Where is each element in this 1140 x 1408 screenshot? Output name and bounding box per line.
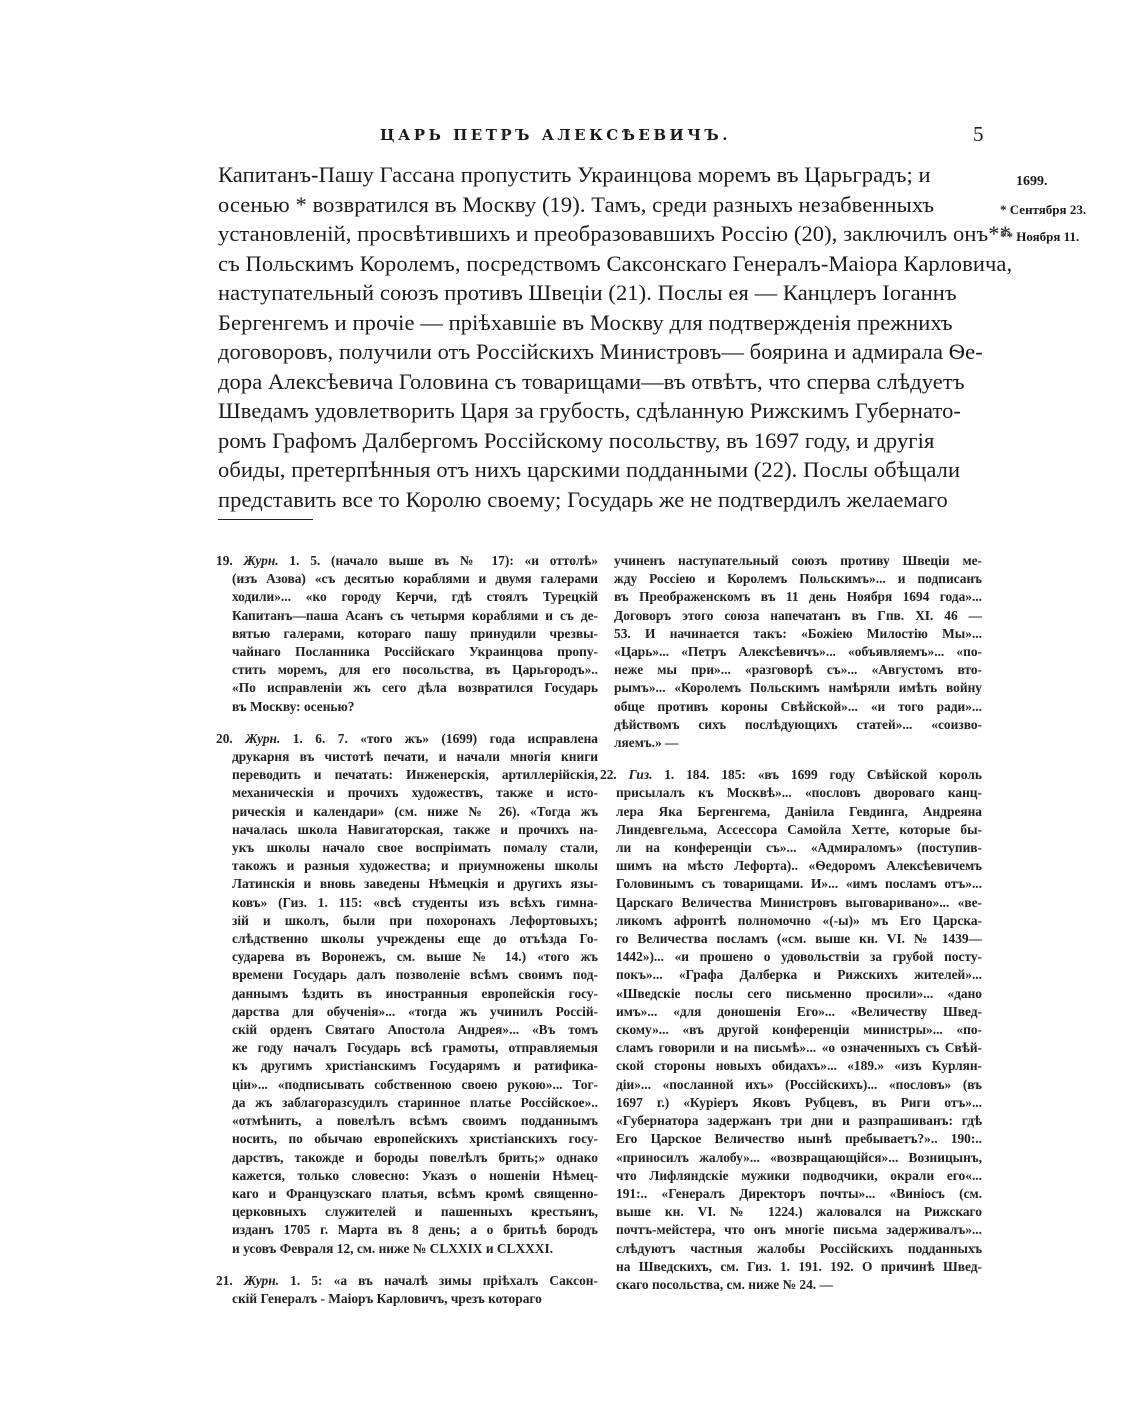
footnote-line bbox=[600, 570, 982, 588]
main-text-line: наступательный союзъ противъ Швеціи (21). Послы ея — Канцлеръ Іоганнъ bbox=[218, 280, 957, 305]
footnote-line bbox=[216, 784, 598, 802]
footnote-line bbox=[600, 966, 982, 984]
footnote-text: времени Государь далъ позволеніе всѣмъ своимъ под- bbox=[232, 967, 598, 983]
main-text-line: представить все то Королю своему; Государь же не подтвердилъ желаемаго bbox=[218, 486, 948, 512]
main-text-line: съ Польскимъ Королемъ, посредствомъ Саксонскаго Генералъ-Маіора Карловича, bbox=[218, 250, 1013, 276]
footnote-text: же году началъ Государь всѣ грамоты, отправляемыя bbox=[232, 1040, 598, 1056]
footnote-text: укъ школы начало свое воспріимать помалу стали, bbox=[232, 840, 598, 856]
footnote-text: началась школа Навигаторская, также и прочихъ на- bbox=[232, 821, 598, 837]
footnote-text: слѣдственно школы учреждены еще до отъѣзда Го- bbox=[232, 931, 598, 947]
footnote-number: 19. bbox=[216, 553, 244, 568]
footnote-text: 1. 184. 185: «въ 1699 году Свѣйской король bbox=[664, 767, 982, 783]
main-text-line: обиды, претерпѣнныя отъ нихъ царскими подданными (22). Послы обѣщали bbox=[218, 457, 961, 482]
footnote-line bbox=[600, 1021, 982, 1039]
footnote-text: скій орденъ Святаго Апостола Андрея»... «Въ томъ bbox=[232, 1022, 598, 1038]
footnote-line bbox=[216, 1003, 598, 1021]
running-title: ЦАРЬ ПЕТРЪ АЛЕКСѢЕВИЧЪ. bbox=[380, 126, 731, 144]
footnote-line bbox=[216, 766, 598, 784]
footnote-line bbox=[600, 948, 982, 966]
footnote-line bbox=[600, 1003, 982, 1021]
footnote-text: Головинымъ съ товарищами. И»... «имъ посламъ отъ»... bbox=[616, 876, 982, 892]
footnote-line bbox=[600, 912, 982, 930]
margin-note-year: 1699. bbox=[1016, 174, 1048, 189]
footnote-line bbox=[216, 1112, 598, 1130]
footnote-line bbox=[600, 839, 982, 857]
footnote-text: механическія и прочихъ художествъ, также и исто- bbox=[232, 785, 598, 801]
footnote-text: «Губернатора задержанъ три дни и разпрашиванъ: гдѣ bbox=[616, 1113, 982, 1129]
footnote-text: выше кн. VI. № 1224.) жаловался на Рижскаго bbox=[616, 1204, 982, 1220]
footnote-text: друкарня въ чистотѣ печати, и начали многія книги bbox=[232, 749, 598, 765]
footnote-line bbox=[216, 1240, 598, 1258]
footnote-line bbox=[216, 1130, 598, 1148]
footnote-line bbox=[600, 985, 982, 1003]
footnote-text: чайнаго Посланника Россійскаго Украинцова пропу- bbox=[232, 644, 598, 660]
footnote-text: ціи»... «подписывать собственною своею рукою»... Тог- bbox=[232, 1076, 598, 1092]
footnote-text: «отмѣнить, а повелѣлъ всѣмъ своимъ подданнымъ bbox=[232, 1113, 598, 1129]
footnote-text: ской стороны новыхъ обидахъ»... «189.» «изъ Курлян- bbox=[616, 1058, 982, 1074]
footnote-text: Капитанъ—паша Асанъ съ четырмя кораблями и съ де- bbox=[232, 607, 598, 623]
footnote-line bbox=[600, 1276, 982, 1294]
footnote-text: ходили»... «ко городу Керчи, гдѣ стоялъ Турецкій bbox=[232, 589, 598, 605]
footnote-line bbox=[216, 661, 598, 679]
footnote-text: жду Россіею и Королемъ Польскимъ»... и подписанъ bbox=[614, 571, 982, 587]
footnote-line bbox=[600, 1240, 982, 1258]
footnote-text: ковъ» (Гиз. 1. 115: «всѣ студенты изъ всѣхъ гимна- bbox=[232, 894, 598, 910]
footnote-text: «Шведскіе послы сего письменно просили»... «дано bbox=[616, 985, 982, 1001]
footnote-text: изданъ 1705 г. Марта въ 8 день; а о бритьѣ бородъ bbox=[232, 1222, 598, 1238]
footnote-line bbox=[600, 1039, 982, 1057]
footnote-text: зій и школъ, были при похоронахъ Лефортовыхъ; bbox=[232, 912, 598, 928]
footnote-line bbox=[216, 966, 598, 984]
footnote-line bbox=[216, 803, 598, 821]
footnote-source: Гиз. bbox=[628, 767, 665, 783]
footnote-line bbox=[216, 1185, 598, 1203]
footnote-line bbox=[216, 1290, 598, 1308]
footnote-line bbox=[216, 643, 598, 661]
footnote-line bbox=[600, 857, 982, 875]
footnote-source: Журн. bbox=[243, 1272, 291, 1288]
footnote-line bbox=[216, 1203, 598, 1221]
footnote-line bbox=[216, 1021, 598, 1039]
footnote-text: «По исправленіи жъ сего дѣла возвратился Государь bbox=[232, 680, 598, 696]
footnote-text: дѣйствомъ сихъ послѣдующихъ статей»... «соизво- bbox=[614, 716, 982, 732]
footnote-line bbox=[600, 766, 982, 784]
footnote-source: Журн. bbox=[245, 730, 293, 746]
footnote-line bbox=[600, 1167, 982, 1185]
footnote-line bbox=[216, 698, 598, 716]
footnote-text: дарствъ, такожде и бороды повелѣлъ брить;» однако bbox=[232, 1149, 598, 1165]
footnote-text: церковныхъ служителей и пашенныхъ крестьянъ, bbox=[232, 1204, 598, 1220]
footnote-line bbox=[600, 643, 982, 661]
footnote-line bbox=[216, 625, 598, 643]
footnote-line bbox=[600, 679, 982, 697]
footnote-text: покъ»... «Графа Далберка и Рижскихъ жителей»... bbox=[616, 967, 982, 983]
main-text-line: договоровъ, получили отъ Россійскихъ Министровъ— боярина и адмирала Ѳе- bbox=[218, 339, 983, 364]
footnote-line bbox=[216, 1272, 598, 1290]
footnote-line bbox=[216, 552, 598, 570]
footnote-line bbox=[216, 1221, 598, 1239]
footnote-line bbox=[600, 930, 982, 948]
footnote-text: 53. И начинается такъ: «Божіею Милостію Мы»... bbox=[614, 625, 982, 641]
footnote-line bbox=[600, 1112, 982, 1130]
footnote-text: скому»... «въ другой конференціи министры»... «по- bbox=[616, 1022, 982, 1038]
footnote-line bbox=[216, 875, 598, 893]
footnote-text: шимъ на мѣсто Лефорта).. «Ѳедоромъ Алексѣевичемъ bbox=[616, 858, 982, 874]
footnote-line bbox=[600, 1258, 982, 1276]
footnote-separator-rule bbox=[218, 519, 313, 520]
footnote-line bbox=[600, 1130, 982, 1148]
footnotes-left-column bbox=[216, 552, 598, 1322]
footnote-line bbox=[216, 894, 598, 912]
footnote-line bbox=[216, 1167, 598, 1185]
footnote-line bbox=[216, 948, 598, 966]
footnote-text: въ Преображенскомъ въ 11 день Ноября 1694 года»... bbox=[614, 589, 982, 605]
footnote-line bbox=[216, 821, 598, 839]
main-text-line: Бергенгемъ и прочіе — пріѣхавшіе въ Москву для подтвержденія прежнихъ bbox=[218, 309, 953, 335]
footnote-text: «Царь»... «Петръ Алексѣевичъ»... «объявляемъ»... «по- bbox=[614, 644, 982, 660]
footnote-text: присылалъ къ Москвѣ»... «пословъ двороваго канц- bbox=[616, 785, 982, 801]
footnote bbox=[216, 1272, 598, 1308]
footnote-line bbox=[216, 912, 598, 930]
main-text-line: дора Алексѣевича Головина съ товарищами—въ отвѣтъ, что сперва слѣдуетъ bbox=[218, 368, 965, 394]
footnote-line bbox=[216, 679, 598, 697]
footnote-text: 1. 5. (начало выше въ № 17): «и оттолѣ» bbox=[289, 553, 598, 568]
footnote-line bbox=[600, 1221, 982, 1239]
footnote-line bbox=[600, 1185, 982, 1203]
footnote-line bbox=[216, 857, 598, 875]
footnote-line bbox=[216, 1149, 598, 1167]
footnote-text: переводить и печатать: Инженерскія, артиллерійскія, bbox=[232, 767, 598, 783]
footnote-text: учиненъ наступательный союзъ противу Швеціи ме- bbox=[614, 553, 982, 568]
footnote-line bbox=[600, 552, 982, 570]
footnote-text: да жъ заблагоразсудилъ старинное платье Россійское».. bbox=[232, 1094, 598, 1110]
main-text-line: осенью * возвратился въ Москву (19). Тамъ, среди разныхъ незабвенныхъ bbox=[218, 191, 935, 217]
footnote-line bbox=[600, 803, 982, 821]
footnote-text: сламъ говорили и на письмѣ»... «о означенныхъ съ Свѣй- bbox=[616, 1040, 982, 1056]
footnote-line bbox=[216, 730, 598, 748]
footnote-line bbox=[600, 821, 982, 839]
footnote-text: такожъ и разныя художества; и приумножены школы bbox=[232, 858, 598, 874]
footnote-text: го Величества посламъ («см. выше кн. VI. № 1439— bbox=[616, 931, 982, 947]
footnote bbox=[216, 730, 598, 1258]
footnote-text: даннымъ ѣздить въ иностранныя европейскія госу- bbox=[232, 985, 598, 1001]
footnote-line bbox=[216, 588, 598, 606]
footnote-text: ляемъ.» — bbox=[614, 735, 679, 751]
footnote-line bbox=[216, 1057, 598, 1075]
main-text-line: Шведамъ удовлетворить Царя за грубость, сдѣланную Рижскимъ Губернато- bbox=[218, 398, 962, 423]
footnotes-right-column bbox=[600, 552, 982, 1308]
footnote-text: къ другимъ христіанскимъ Государямъ и ратифика- bbox=[232, 1058, 598, 1074]
footnote-line bbox=[600, 784, 982, 802]
footnote-text: Договоръ этого союза напечатанъ въ Гпв. XI. 46 — bbox=[614, 607, 982, 623]
footnote-text: каго и Французскаго платья, всѣмъ кромѣ священно- bbox=[232, 1185, 598, 1201]
footnote-line bbox=[600, 1094, 982, 1112]
footnote-line bbox=[600, 1057, 982, 1075]
footnote-text: дарства для обученія»... «тогда жъ учинилъ Россій- bbox=[232, 1003, 598, 1019]
footnote-line bbox=[216, 985, 598, 1003]
footnote-text: неже мы при»... «разговорѣ съ»... «Августомъ вто- bbox=[614, 662, 982, 678]
footnote-line bbox=[216, 1039, 598, 1057]
footnote-line bbox=[216, 607, 598, 625]
footnote-text: лера Яка Бергенгема, Даніила Гевдинга, Андреяна bbox=[616, 803, 982, 819]
footnote-text: Латинскія и вновь заведены Нѣмецкія и другихъ язы- bbox=[232, 876, 598, 892]
footnote-text: 1442»)... «и прошено о удовольствіи за грубой посту- bbox=[616, 949, 982, 965]
footnote-text: Линдевгельма, Ассессора Самойла Хетте, которые бы- bbox=[616, 821, 982, 837]
footnote-text: стить моремъ, для его посольства, въ Царьгородъ».. bbox=[232, 662, 598, 678]
footnote-text: рическія и календари» (см. ниже № 26). «Тогда жъ bbox=[232, 803, 598, 819]
margin-note-date: ** Ноября 11. bbox=[1000, 229, 1080, 244]
footnote-line bbox=[600, 894, 982, 912]
footnote-text: кажется, только словесно: Указъ о ношеніи Нѣмец- bbox=[232, 1167, 598, 1183]
main-text-line: ромъ Графомъ Далбергомъ Россійскому посольству, въ 1697 году, и другія bbox=[218, 427, 935, 453]
margin-note-date: * Сентября 23. bbox=[1000, 201, 1087, 217]
footnote-text: что Лифляндскіе мужики подводчики, окрали его«... bbox=[616, 1167, 982, 1183]
footnote-text: вятью галерами, котораго пашу принудили чрезвы- bbox=[232, 625, 598, 641]
footnote-line bbox=[600, 1149, 982, 1167]
footnote-line bbox=[216, 1076, 598, 1094]
footnote-line bbox=[600, 625, 982, 643]
footnote-text: въ Москву: осенью? bbox=[232, 698, 355, 714]
footnote bbox=[216, 552, 598, 716]
footnote-text: Царскаго Величества Министровъ выговаривано»... «ве- bbox=[616, 894, 982, 910]
footnote-text: 1. 6. 7. «того жъ» (1699) года исправлена bbox=[292, 730, 598, 746]
footnote bbox=[600, 552, 982, 752]
footnote-line bbox=[600, 661, 982, 679]
page-number: 5 bbox=[973, 122, 984, 146]
footnote-line bbox=[600, 716, 982, 734]
footnote-text: носить, по обычаю европейскихъ христіанскихъ госу- bbox=[232, 1131, 598, 1147]
footnote-source: Журн. bbox=[243, 553, 290, 568]
footnote-number: 20. bbox=[216, 730, 246, 746]
main-text-line: установленій, просвѣтившихъ и преобразовавшихъ Россію (20), заключилъ онъ** bbox=[218, 221, 1011, 246]
footnote-text: обще противъ короны Свѣйской»... «и того ради»... bbox=[614, 698, 982, 714]
footnote-text: 1. 5: «а въ началѣ зимы пріѣхалъ Саксон- bbox=[290, 1272, 598, 1288]
footnote-text: скаго посольства, см. ниже № 24. — bbox=[616, 1276, 833, 1292]
footnote-number: 22. bbox=[600, 767, 629, 783]
footnote-text: ли на конференціи съ»... «Адмираломъ» (поступив- bbox=[616, 840, 982, 856]
page-header bbox=[0, 124, 1140, 154]
footnote-text: почтъ-мейстера, что онъ многіе письма задерживалъ»... bbox=[616, 1222, 982, 1238]
footnote-line bbox=[216, 930, 598, 948]
footnote-text: 191:.. «Генералъ Директоръ почты»... «Виніосъ (см. bbox=[616, 1185, 982, 1201]
footnote-line bbox=[600, 734, 982, 752]
footnote-line bbox=[600, 1076, 982, 1094]
footnote-text: ликомъ афронтѣ полномочно «(-ы)» мъ Его Царска- bbox=[616, 912, 982, 928]
footnote-line bbox=[600, 698, 982, 716]
main-text-line: Капитанъ-Пашу Гассана пропустить Украинцова моремъ въ Царьградъ; и bbox=[218, 162, 931, 187]
footnote-line bbox=[600, 1203, 982, 1221]
footnote-line bbox=[216, 1094, 598, 1112]
footnote-line bbox=[216, 839, 598, 857]
footnote-text: діи»... «посланной ихъ» (Россійскихъ)... «пословъ» (въ bbox=[616, 1076, 982, 1092]
footnote-text: 1697 г.) «Куріеръ Яковъ Рубцевъ, въ Риги отъ»... bbox=[616, 1094, 982, 1110]
footnote-line bbox=[216, 748, 598, 766]
footnote-number: 21. bbox=[216, 1272, 244, 1288]
footnote-text: имъ»... «для доношенія Его»... «Величеству Швед- bbox=[616, 1003, 982, 1019]
footnote bbox=[600, 766, 982, 1294]
footnote-line bbox=[600, 588, 982, 606]
footnote-text: сударева въ Воронежъ, см. выше № 14.) «того жъ bbox=[232, 949, 598, 965]
footnote-text: и усовъ Февраля 12, см. ниже № CLXXIX и CLXXXI. bbox=[232, 1240, 554, 1256]
footnote-text: Его Царское Величество нынѣ пребываетъ?».. 190:.. bbox=[616, 1131, 982, 1147]
footnote-text: на Шведскихъ, см. Гиз. 1. 191. 192. О причинѣ Швед- bbox=[616, 1258, 982, 1274]
main-text-block bbox=[218, 160, 1013, 514]
footnote-text: «приносилъ жалобу»... «возвращающійся»... Возницынъ, bbox=[616, 1149, 982, 1165]
footnote-text: слѣдуютъ частныя жалобы Россійскихъ подданныхъ bbox=[616, 1240, 982, 1256]
footnote-text: скій Генералъ - Маіоръ Карловичъ, чрезъ котораго bbox=[232, 1290, 542, 1306]
footnote-text: (изъ Азова) «съ десятью кораблями и двумя галерами bbox=[232, 571, 598, 587]
footnote-line bbox=[600, 875, 982, 893]
footnote-line bbox=[600, 607, 982, 625]
margin-notes bbox=[1000, 168, 1140, 251]
footnote-line bbox=[216, 570, 598, 588]
footnote-text: рымъ»... «Королемъ Польскимъ намѣряли имѣть войну bbox=[614, 680, 982, 696]
